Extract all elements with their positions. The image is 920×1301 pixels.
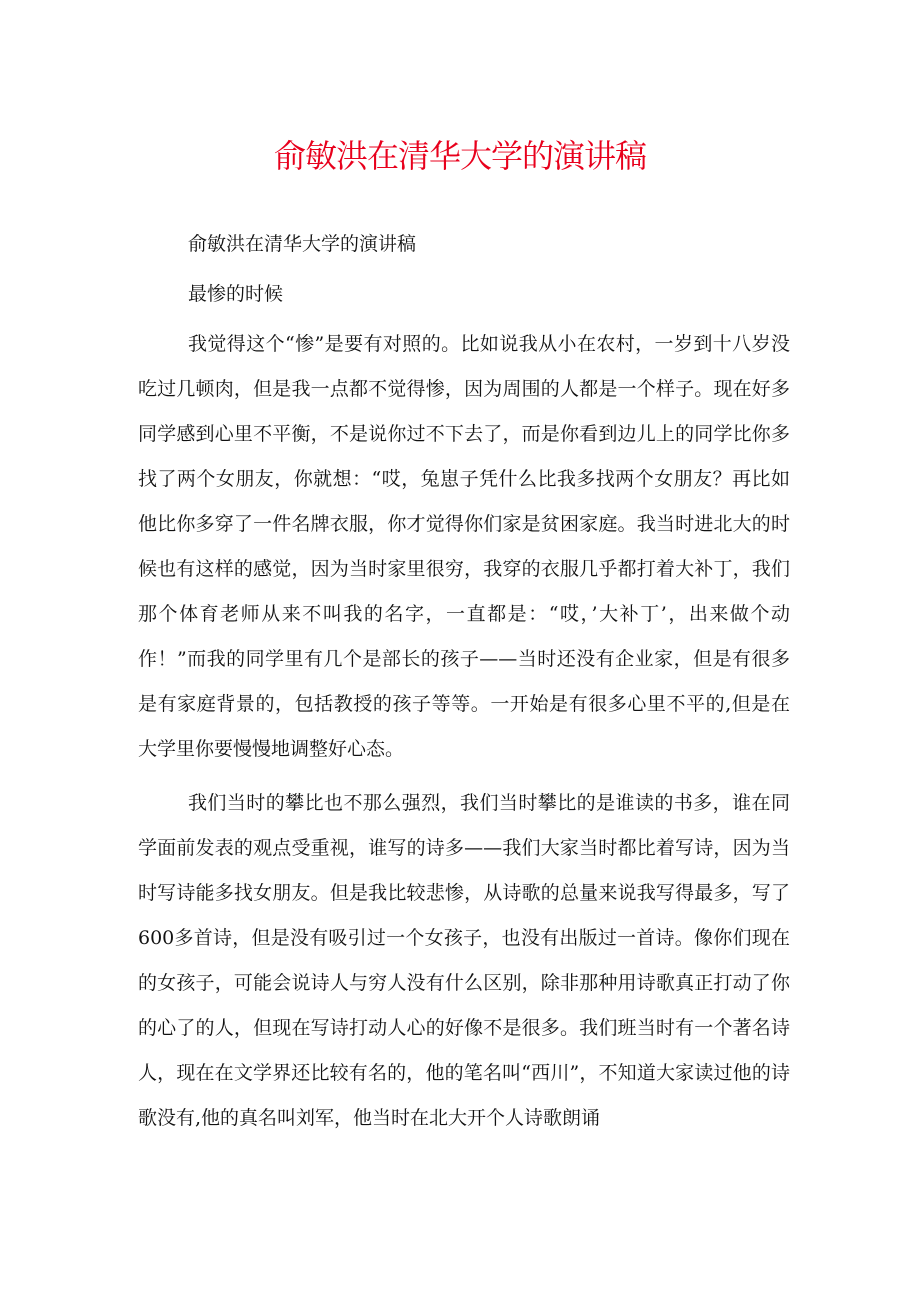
paragraph-2: 我们当时的攀比也不那么强烈，我们当时攀比的是谁读的书多，谁在同学面前发表的观点受重视，谁写的诗多——我们大家当时都比着写诗，因为当时写诗能多找女朋友。但是我比较悲惨，从诗歌的总量来说我写得最多，写了600多首诗，但是没有吸引过一个女孩子，也没有出版过一首诗。像你们现在的女孩子，可能会说诗人与穷人没有什么区别，除非那种用诗歌真正打动了你的心了的人，但现在写诗打动人心的好像不是很多。我们班当时有一个著名诗人，现在在文学界还比较有名的，他的笔名叫“西川”，不知道大家读过他的诗歌没有,他的真名叫刘军，他当时在北大开个人诗歌朗诵 [138,792,790,1129]
paragraph-spacer [138,772,790,781]
document-title: 俞敏洪在清华大学的演讲稿 [273,137,646,175]
paragraph-1: 我觉得这个“惨”是要有对照的。比如说我从小在农村，一岁到十八岁没吃过几顿肉，但是我一点都不觉得惨，因为周围的人都是一个样子。现在好多同学感到心里不平衡，不是说你过不下去了，而是你看到边儿上的同学比你多找了两个女朋友，你就想：“哎，兔崽子凭什么比我多找两个女朋友？再比如他比你多穿了一件名牌衣服，你才觉得你们家是贫困家庭。我当时进北大的时候也有这样的感觉，因为当时家里很穷，我穿的衣服几乎都打着大补丁，我们那个体育老师从来不叫我的名字，一直都是：“哎，’大补丁’，出来做个动作！”而我的同学里有几个是部长的孩子——当时还没有企业家，但是有很多是有家庭背景的，包括教授的孩子等等。一开始是有很多心里不平的,但是在大学里你要慢慢地调整好心态。 [138,333,790,760]
section-heading: 最惨的时候 [188,283,284,305]
document-body [138,222,790,1141]
document-subtitle: 俞敏洪在清华大学的演讲稿 [188,233,417,255]
